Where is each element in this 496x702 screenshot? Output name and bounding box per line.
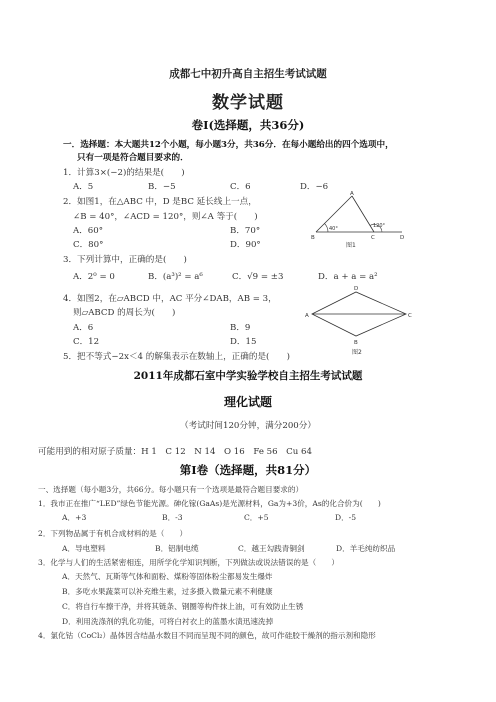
fig1-label-c: C — [371, 235, 375, 241]
sci-q1-stem: 1．我市正在推广“LED”绿色节能光源。砷化镓(GaAs)是光源材料，Ga为+3价，As的化合价为( ) — [38, 499, 381, 508]
sci-q3-stem: 3．化学与人们的生活紧密相连，用所学化学知识判断，下列做法或说法错误的是（ ） — [38, 558, 339, 567]
math-q1-option-a: A．5 — [73, 182, 94, 192]
math-q3-stem: 3．下列计算中，正确的是( ) — [63, 255, 187, 265]
fig2-caption: 图2 — [352, 349, 362, 356]
sci-q2-option-a: A．导电塑料 — [62, 544, 106, 553]
instruction-line-2: 只有一项是符合题目要求的． — [77, 153, 189, 163]
math-q3-option-c: C．√9 = ±3 — [232, 272, 284, 282]
math-q1-stem: 1．计算3×(−2)的结果是( ) — [63, 168, 185, 178]
science-subject-title: 理化试题 — [223, 395, 272, 409]
sci-q2-option-b: B．铝制电缆 — [155, 544, 199, 553]
fig1-label-b: B — [311, 235, 315, 241]
fig2-label-c: C — [408, 313, 412, 319]
math-q4-option-c: C．12 — [73, 337, 100, 347]
math-q3-option-b: B．(a³)² = a⁶ — [148, 272, 203, 282]
fig1-angle-b-label: 40° — [329, 226, 338, 232]
fig2-label-a: A — [305, 313, 309, 319]
math-q4-option-d: D．15 — [230, 337, 257, 347]
math-q1-option-c: C．6 — [230, 182, 251, 192]
part-title: 卷Ⅰ(选择题，共36分) — [191, 118, 305, 132]
science-section-1: 一、选择题（每小题3分，共66分。每小题只有一个选项是最符合题目要求的） — [38, 485, 304, 494]
math-q4-stem-2: 则▱ABCD 的周长为( ) — [73, 308, 176, 318]
sci-q3-option-d: D．利用洗涤剂的乳化功能，可将白衬衣上的蓝墨水渍迅速洗掉 — [62, 617, 274, 626]
exam-title: 成都七中初升高自主招生考试试题 — [169, 68, 327, 80]
math-q3-option-d: D．a + a = a² — [318, 272, 378, 282]
math-q4-option-b: B．9 — [230, 323, 251, 333]
sci-q3-option-b: B．多吃水果蔬菜可以补充维生素，过多摄入微量元素不利健康 — [62, 587, 273, 596]
segment-ac — [352, 196, 374, 232]
sci-q3-option-c: C．将自行车擦干净，并将其链条、钢圈等构件抹上油，可有效防止生锈 — [62, 602, 304, 611]
sci-q2-option-c: C．越王勾践青铜剑 — [238, 544, 305, 553]
fig1-label-d: D — [400, 235, 405, 241]
figure-1-triangle — [308, 190, 408, 252]
math-q2-option-b: B．70° — [230, 226, 261, 236]
fig1-label-a: A — [350, 191, 354, 197]
sci-q2-stem: 2．下列物品属于有机合成材料的是（ ） — [38, 529, 188, 538]
math-q2-stem-2: ∠B = 40°，∠ACD = 120°，则∠A 等于( ) — [73, 212, 258, 222]
sci-q3-option-a: A．天然气、瓦斯等气体和面粉、煤粉等固体粉尘都易发生爆炸 — [62, 572, 273, 581]
fig2-label-d: D — [354, 286, 359, 292]
fig1-angle-acd-label: 120° — [373, 223, 386, 229]
fig1-caption: 图1 — [346, 242, 356, 249]
sci-q1-option-d: D．-5 — [335, 513, 357, 522]
math-q1-option-b: B．−5 — [148, 182, 176, 192]
atomic-masses: 可能用到的相对原子质量：H 1 C 12 N 14 O 16 Fe 56 Cu 64 — [38, 447, 312, 457]
math-q2-option-c: C．80° — [73, 240, 104, 250]
sci-q2-option-d: D．羊毛纯纺织品 — [336, 544, 396, 553]
fig2-label-b: B — [354, 340, 358, 346]
math-q3-option-a: A．2⁰ = 0 — [73, 272, 115, 282]
instruction-line-1: 一．选择题：本大题共12个小题，每小题3分，共36分．在每小题给出的四个选项中， — [63, 140, 394, 150]
science-part-title: 第Ⅰ卷（选择题，共81分） — [179, 463, 317, 477]
sci-q1-option-c: C．+5 — [244, 513, 269, 522]
math-q2-stem: 2．如图1，在△ABC 中，D 是BC 延长线上一点， — [63, 197, 257, 207]
sci-q4-stem: 4．氯化钴（CoCl₂）晶体因含结晶水数目不同而呈现不同的颜色，故可作硅胶干燥剂的指示剂和隐形 — [38, 631, 376, 640]
math-q2-option-a: A．60° — [73, 226, 104, 236]
figure-2-parallelogram — [304, 284, 414, 358]
sci-q1-option-b: B．-3 — [162, 513, 183, 522]
math-q1-option-d: D．−6 — [300, 182, 329, 192]
science-exam-title: 2011年成都石室中学实验学校自主招生考试试题 — [133, 370, 363, 382]
angle-b-arc — [325, 224, 329, 233]
math-q4-option-a: A．6 — [73, 323, 94, 333]
science-time-note: （考试时间120分钟，满分200分） — [180, 421, 316, 431]
sci-q1-option-a: A．+3 — [62, 513, 87, 522]
math-q5-stem: 5．把不等式−2x＜4 的解集表示在数轴上，正确的是( ) — [63, 352, 290, 362]
math-q2-option-d: D．90° — [230, 240, 261, 250]
math-q4-stem: 4．如图2，在▱ABCD 中，AC 平分∠DAB，AB = 3， — [63, 294, 277, 304]
subject-title: 数学试题 — [212, 93, 284, 113]
